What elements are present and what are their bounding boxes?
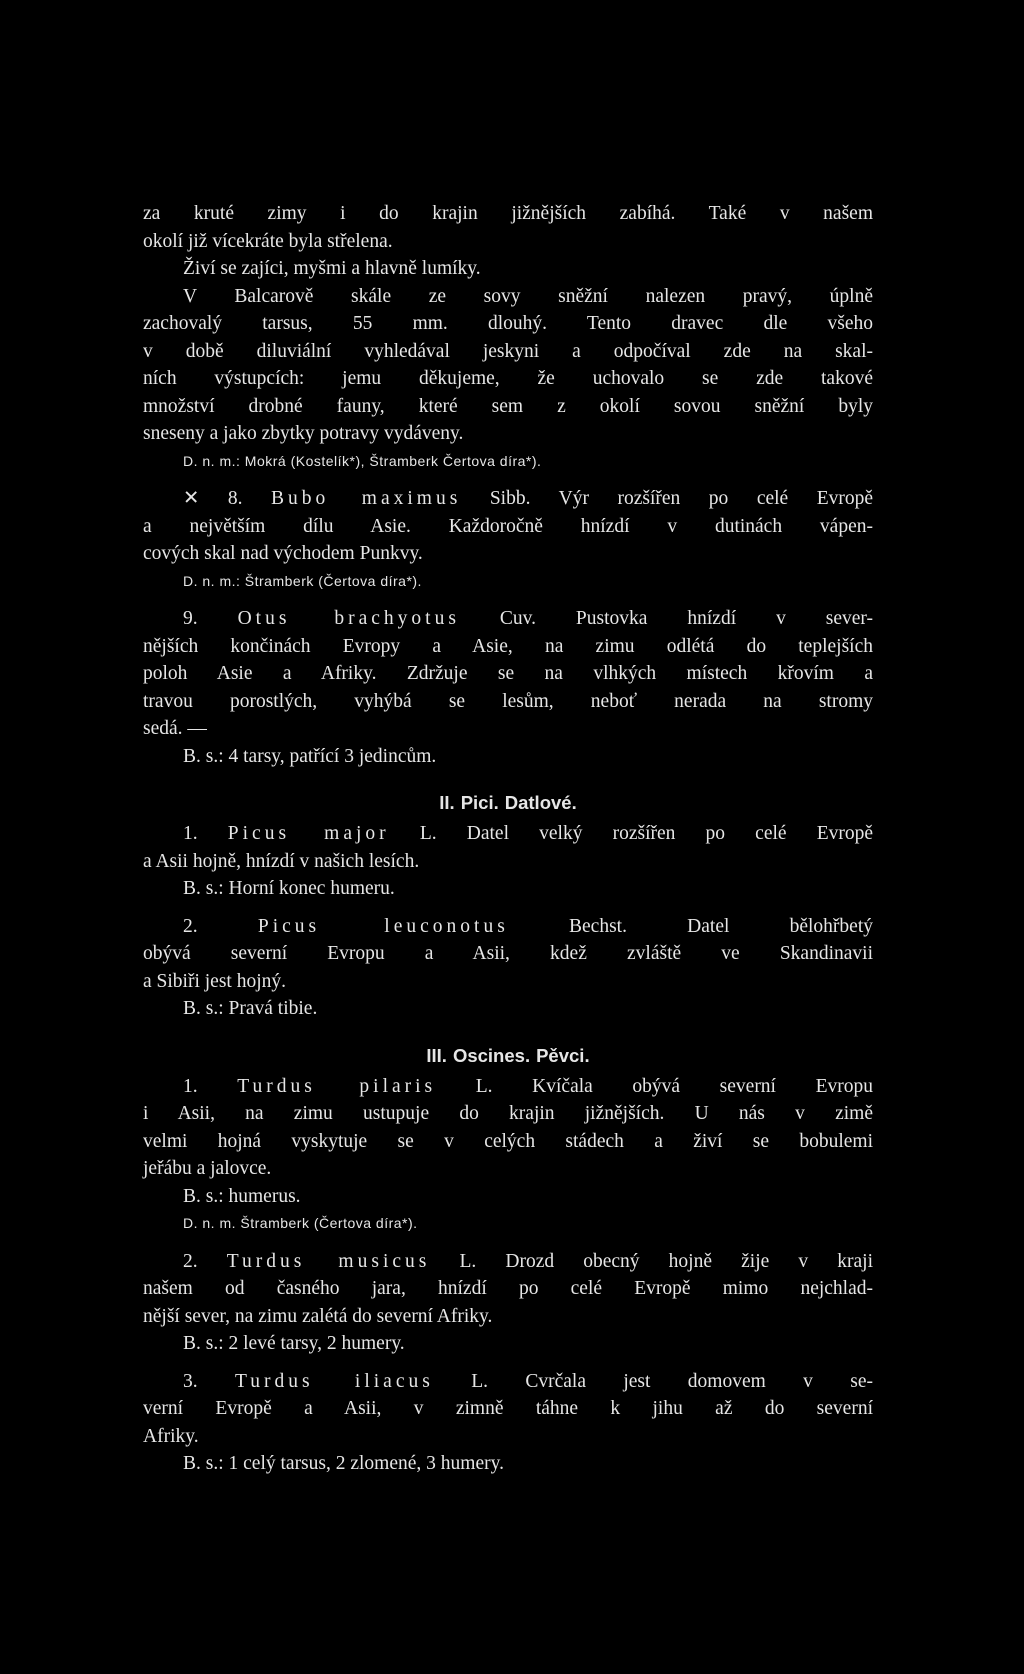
text-line: sneseny a jako zbytky potravy vydáveny.	[143, 423, 464, 444]
species-name: Bubo maximus	[271, 488, 462, 509]
species-entry-first-line	[143, 820, 873, 848]
text-line: a Asii hojně, hnízdí v našich lesích.	[143, 850, 420, 872]
locality-note: D. n. m.: Mokrá (Kostelík*), Štramberk Čertova díra*).	[183, 452, 542, 469]
species-entry-first-line	[143, 913, 873, 941]
section-latin: Oscines.	[452, 1044, 531, 1066]
text-line: v době diluviální vyhledával jeskyni a odpočíval zde na skal-	[143, 340, 873, 362]
text-line: L. Datel velký rozšířen po celé Evropě	[419, 823, 874, 844]
entry-number: 9.	[183, 608, 198, 629]
text-line: Bechst. Datel bělohřbetý	[569, 915, 873, 937]
text-line: našem od časného jara, hnízdí po celé Evropě mimo nejchlad-	[143, 1278, 873, 1299]
section-latin: Pici.	[460, 792, 499, 813]
species-entry-first-line	[143, 485, 873, 513]
species-name: Turdus pilaris	[237, 1075, 437, 1097]
species-name: Otus brachyotus	[237, 608, 460, 629]
text-line: nějších končinách Evropy a Asie, na zimu odlétá do teplejších	[143, 635, 873, 657]
section-czech: Datlové.	[504, 792, 577, 813]
bone-finds: B. s.: Pravá tibie.	[183, 998, 318, 1019]
text-line: ních výstupcích: jemu děkujeme, že uchovalo se zde takové	[143, 368, 873, 389]
bone-finds: B. s.: 2 levé tarsy, 2 humery.	[183, 1333, 405, 1354]
section-heading	[143, 786, 873, 820]
locality-note: D. n. m.: Štramberk (Čertova díra*).	[183, 572, 422, 589]
entry-number: 2.	[183, 915, 198, 937]
locality-note: D. n. m. Štramberk (Čertova díra*).	[183, 1215, 418, 1231]
text-line: množství drobné fauny, které sem z okolí sovou sněžní byly	[143, 395, 873, 417]
species-entry-first-line	[143, 1248, 873, 1276]
bone-finds: B. s.: 1 celý tarsus, 2 zlomené, 3 humery.	[183, 1453, 504, 1474]
text-line: cových skal nad východem Punkvy.	[143, 543, 423, 564]
bone-finds: B. s.: Horní konec humeru.	[183, 878, 395, 899]
text-line: V Balcarově skále ze sovy sněžní nalezen pravý, úplně	[183, 285, 873, 307]
text-line: jeřábu a jalovce.	[143, 1158, 272, 1179]
species-entry-first-line	[143, 1368, 873, 1396]
text-line: za kruté zimy i do krajin jižnějších zabíhá. Také v našem	[143, 203, 873, 224]
text-line: poloh Asie a Afriky. Zdržuje se na vlhkých místech křovím a	[143, 663, 873, 684]
bone-finds: B. s.: 4 tarsy, patřící 3 jedincům.	[183, 745, 437, 767]
page-text	[143, 200, 873, 1478]
text-line: sedá. —	[143, 718, 207, 739]
entry-number: ✕ 8.	[183, 488, 243, 509]
section-heading	[143, 1039, 873, 1073]
text-line: Cuv. Pustovka hnízdí v sever-	[499, 608, 874, 629]
species-name: Picus leuconotus	[257, 915, 509, 937]
text-line: okolí již vícekráte byla střelena.	[143, 230, 393, 252]
bone-finds: B. s.: humerus.	[183, 1185, 301, 1207]
species-name: Picus major	[227, 823, 390, 844]
species-entry-first-line	[143, 605, 873, 633]
text-line: L. Cvrčala jest domovem v se-	[471, 1370, 874, 1392]
species-name: Turdus iliacus	[235, 1370, 434, 1392]
text-line: verní Evropě a Asii, v zimně táhne k jihu až do severní	[143, 1398, 873, 1419]
section-number: II.	[439, 792, 455, 813]
text-line: L. Kvíčala obývá severní Evropu	[475, 1075, 873, 1097]
text-line: obývá severní Evropu a Asii, kdež zvláště ve Skandinavii	[143, 943, 873, 964]
section-number: III.	[426, 1044, 447, 1066]
text-line: Sibb. Výr rozšířen po celé Evropě	[489, 488, 874, 509]
text-line: a největším dílu Asie. Každoročně hnízdí v dutinách vápen-	[143, 515, 873, 537]
section-czech: Pěvci.	[536, 1044, 590, 1066]
text-line: travou porostlých, vyhýbá se lesům, neboť nerada na stromy	[143, 690, 873, 712]
text-line: nější sever, na zimu zalétá do severní Afriky.	[143, 1305, 493, 1327]
entry-number: 1.	[183, 823, 198, 844]
text-line: i Asii, na zimu ustupuje do krajin jižnějších. U nás v zimě	[143, 1103, 873, 1124]
entry-number: 1.	[183, 1075, 198, 1097]
entry-number: 3.	[183, 1370, 198, 1392]
species-name: Turdus musicus	[226, 1250, 431, 1272]
text-line: Živí se zajíci, myšmi a hlavně lumíky.	[183, 258, 481, 279]
text-line: zachovalý tarsus, 55 mm. dlouhý. Tento dravec dle všeho	[143, 313, 873, 334]
text-line: Afriky.	[143, 1425, 199, 1447]
text-line: velmi hojná vyskytuje se v celých stádech a živí se bobulemi	[143, 1130, 873, 1152]
species-entry-first-line	[143, 1073, 873, 1101]
text-line: a Sibiři jest hojný.	[143, 970, 286, 992]
entry-number: 2.	[183, 1250, 198, 1272]
text-line: L. Drozd obecný hojně žije v kraji	[459, 1250, 874, 1272]
